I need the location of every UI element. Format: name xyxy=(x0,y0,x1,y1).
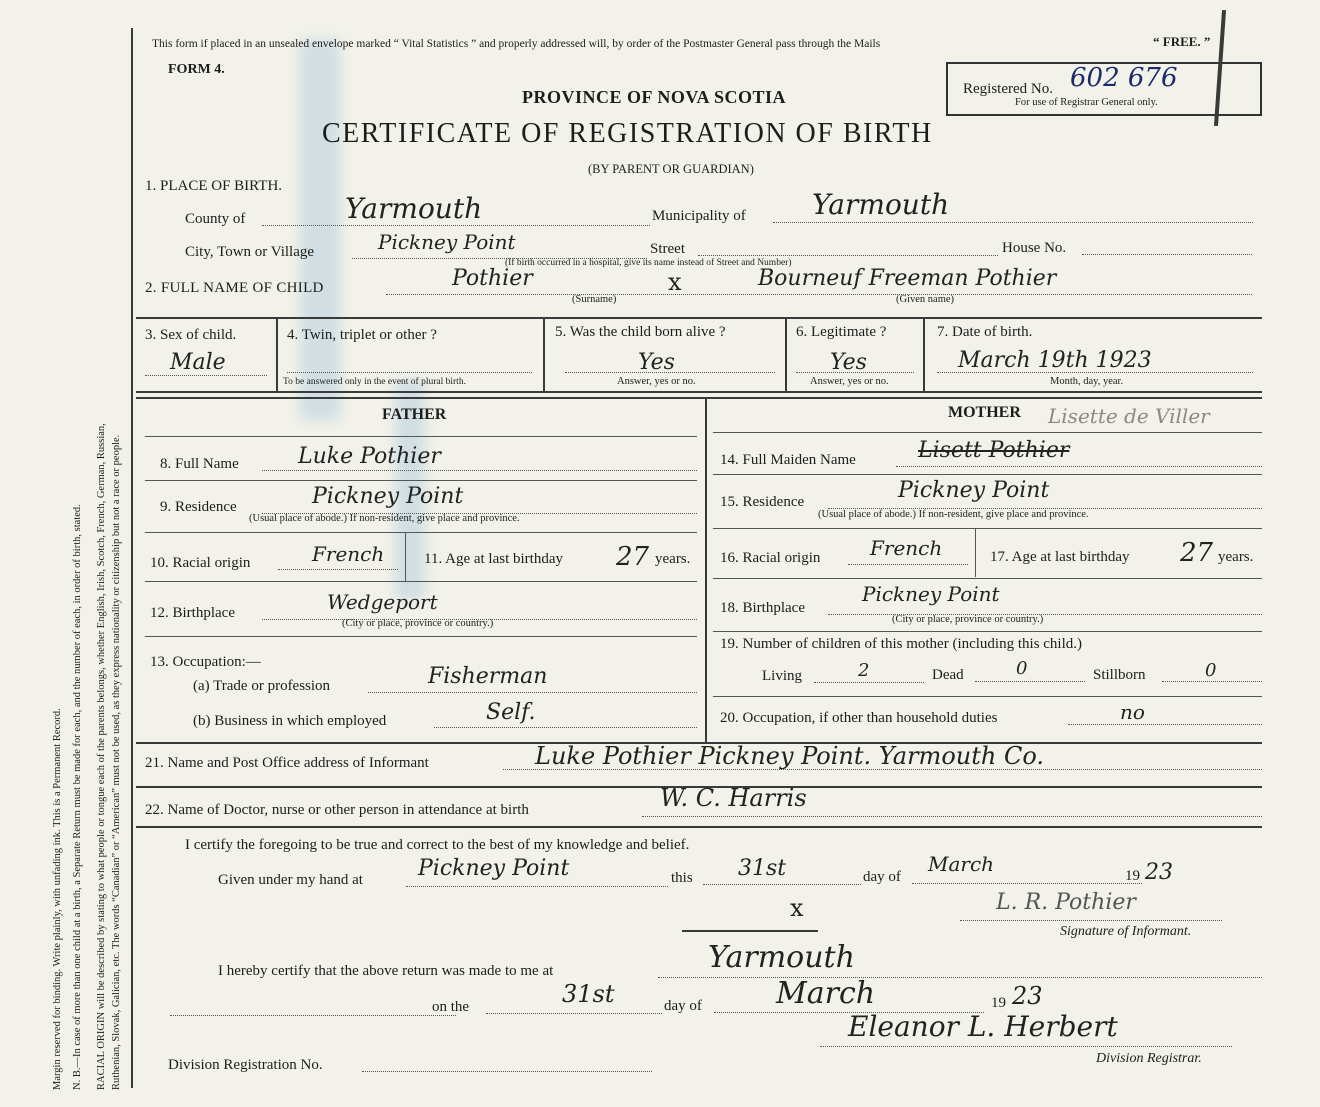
mother-residence-value: Pickney Point xyxy=(898,478,1050,503)
on-the-label: on the xyxy=(432,999,470,1015)
certify-text: I certify the foregoing to be true and correct to the best of my knowledge and belief. xyxy=(185,837,690,853)
informant-signature: L. R. Pothier xyxy=(996,890,1136,915)
legitimate-value: Yes xyxy=(830,350,867,375)
registrar-year-prefix: 19 xyxy=(991,995,1006,1011)
father-residence-label: 9. Residence xyxy=(160,499,237,515)
certificate-subtitle: (BY PARENT OR GUARDIAN) xyxy=(588,162,754,176)
given-under-label: Given under my hand at xyxy=(218,872,363,888)
registrar-year-value: 23 xyxy=(1012,982,1043,1010)
this-value: 31st xyxy=(738,856,787,881)
registrar-day-of-label: day of xyxy=(664,998,702,1014)
sex-value: Male xyxy=(170,350,226,375)
given-caption: (Given name) xyxy=(896,294,955,305)
father-age-years: years. xyxy=(655,551,691,567)
registrar-note: For use of Registrar General only. xyxy=(1015,97,1158,108)
registrar-place-value: Yarmouth xyxy=(708,940,855,975)
father-age-label: 11. Age at last birthday xyxy=(424,551,563,567)
mother-age-years: years. xyxy=(1218,549,1254,565)
doctor-value: W. C. Harris xyxy=(660,784,807,812)
mother-age-value: 27 xyxy=(1180,538,1214,568)
registered-number: 602 676 xyxy=(1070,63,1178,93)
alive-caption: Answer, yes or no. xyxy=(617,376,696,387)
legitimate-label: 6. Legitimate ? xyxy=(796,324,887,340)
father-business-value: Self. xyxy=(486,700,536,725)
county-value: Yarmouth xyxy=(345,192,483,225)
stillborn-value: 0 xyxy=(1205,660,1217,681)
division-registrar-caption: Division Registrar. xyxy=(1096,1051,1202,1066)
mother-birthplace-value: Pickney Point xyxy=(862,582,1000,606)
mother-occupation-value: no xyxy=(1120,700,1145,724)
margin-note-3: RACIAL ORIGIN will be described by stating to what people or tongue each of the parents belongs, whether English, Irish, Scotch, French, German, Russian, xyxy=(96,423,107,1090)
registrar-day-of-value: March xyxy=(776,976,876,1011)
child-surname: Pothier xyxy=(452,266,533,291)
informant-label: 21. Name and Post Office address of Informant xyxy=(145,755,429,771)
margin-note-2: N. B.—In case of more than one child at a birth, a Separate Return must be made for each, and the number of each, in order of birth, stated. xyxy=(72,504,83,1090)
father-birthplace-note: (City or place, province or country.) xyxy=(342,618,494,629)
this-label: this xyxy=(671,870,693,886)
father-occupation-label: 13. Occupation:— xyxy=(150,654,261,670)
registrar-text: I hereby certify that the above return was made to me at xyxy=(218,963,554,979)
father-trade-label: (a) Trade or profession xyxy=(193,678,331,694)
mother-children-label: 19. Number of children of this mother (including this child.) xyxy=(720,636,1083,652)
child-mark: x xyxy=(668,268,682,296)
postal-notice: This form if placed in an unsealed envelope marked “ Vital Statistics ” and properly addressed will, by order of the Postmaster General pass through the Mails xyxy=(152,38,881,50)
form-number: FORM 4. xyxy=(168,62,225,77)
margin-note-4: Ruthenian, Slovak, Galician, etc. The words “Canadian” or “American” must not be used, as they express nationality or citizenship but not a race or people. xyxy=(111,434,122,1090)
father-business-label: (b) Business in which employed xyxy=(193,713,387,729)
dob-caption: Month, day, year. xyxy=(1050,376,1124,387)
sex-label: 3. Sex of child. xyxy=(145,327,237,343)
child-name-label: 2. FULL NAME OF CHILD xyxy=(145,280,324,296)
mother-occupation-label: 20. Occupation, if other than household duties xyxy=(720,710,998,726)
twin-note: To be answered only in the event of plural birth. xyxy=(283,377,466,387)
dob-label: 7. Date of birth. xyxy=(937,324,1033,340)
registrar-signature: Eleanor L. Herbert xyxy=(848,1010,1118,1043)
ink-stain xyxy=(300,40,340,420)
father-racial-label: 10. Racial origin xyxy=(150,555,251,571)
place-heading: 1. PLACE OF BIRTH. xyxy=(145,178,283,194)
father-residence-value: Pickney Point xyxy=(312,484,464,509)
mother-heading-note: Lisette de Viller xyxy=(1048,404,1210,428)
mother-birthplace-note: (City or place, province or country.) xyxy=(892,614,1044,625)
certificate-title: CERTIFICATE OF REGISTRATION OF BIRTH xyxy=(322,118,933,149)
given-place-value: Pickney Point xyxy=(418,856,570,881)
father-age-value: 27 xyxy=(616,542,650,572)
year-prefix: 19 xyxy=(1125,868,1140,884)
father-birthplace-value: Wedgeport xyxy=(327,590,438,614)
father-birthplace-label: 12. Birthplace xyxy=(150,605,235,621)
mother-maiden-value: Lisett Pothier xyxy=(918,438,1070,463)
surname-caption: (Surname) xyxy=(572,294,617,305)
municipality-label: Municipality of xyxy=(652,208,746,224)
mother-residence-note: (Usual place of abode.) If non-resident, give place and province. xyxy=(818,509,1089,520)
county-label: County of xyxy=(185,211,246,227)
signature-caption: Signature of Informant. xyxy=(1060,924,1192,939)
alive-label: 5. Was the child born alive ? xyxy=(555,324,726,340)
living-label: Living xyxy=(762,668,802,684)
mother-racial-label: 16. Racial origin xyxy=(720,550,821,566)
father-residence-note: (Usual place of abode.) If non-resident, give place and province. xyxy=(249,513,520,524)
mother-age-label: 17. Age at last birthday xyxy=(990,549,1130,565)
dead-value: 0 xyxy=(1016,658,1028,679)
mother-maiden-label: 14. Full Maiden Name xyxy=(720,452,856,468)
mother-heading: MOTHER xyxy=(948,404,1021,421)
city-label: City, Town or Village xyxy=(185,244,315,260)
margin-line xyxy=(131,28,133,1088)
doctor-label: 22. Name of Doctor, nurse or other person in attendance at birth xyxy=(145,802,529,818)
mother-racial-value: French xyxy=(870,536,943,560)
hospital-note: (If birth occurred in a hospital, give its name instead of Street and Number) xyxy=(505,258,792,268)
child-given-name: Bourneuf Freeman Pothier xyxy=(758,266,1057,291)
informant-value: Luke Pothier Pickney Point. Yarmouth Co. xyxy=(535,742,1044,770)
mother-birthplace-label: 18. Birthplace xyxy=(720,600,805,616)
margin-note-1: Margin reserved for binding. Write plainly, with unfading ink. This is a Permanent Record. xyxy=(52,708,63,1090)
day-of-label: day of xyxy=(863,869,901,885)
father-racial-value: French xyxy=(312,542,385,566)
informant-mark: x xyxy=(790,894,804,922)
dead-label: Dead xyxy=(932,667,964,683)
father-trade-value: Fisherman xyxy=(428,664,548,689)
on-the-value: 31st xyxy=(562,980,615,1008)
street-label: Street xyxy=(650,241,685,257)
house-number-label: House No. xyxy=(1002,240,1067,256)
division-registration-label: Division Registration No. xyxy=(168,1057,323,1073)
twin-label: 4. Twin, triplet or other ? xyxy=(287,327,437,343)
day-of-value: March xyxy=(928,852,995,876)
stillborn-label: Stillborn xyxy=(1093,667,1146,683)
father-name-label: 8. Full Name xyxy=(160,456,239,472)
year-value: 23 xyxy=(1145,860,1173,885)
province-heading: PROVINCE OF NOVA SCOTIA xyxy=(522,87,787,107)
legitimate-caption: Answer, yes or no. xyxy=(810,376,889,387)
living-value: 2 xyxy=(858,660,870,681)
alive-value: Yes xyxy=(638,350,675,375)
municipality-value: Yarmouth xyxy=(812,188,950,221)
dob-value: March 19th 1923 xyxy=(958,348,1152,373)
father-heading: FATHER xyxy=(382,406,447,423)
father-name-value: Luke Pothier xyxy=(298,444,441,469)
registered-label: Registered No. xyxy=(963,81,1053,97)
city-value: Pickney Point xyxy=(378,230,516,254)
mother-residence-label: 15. Residence xyxy=(720,494,805,510)
free-label: “ FREE. ” xyxy=(1153,34,1211,49)
